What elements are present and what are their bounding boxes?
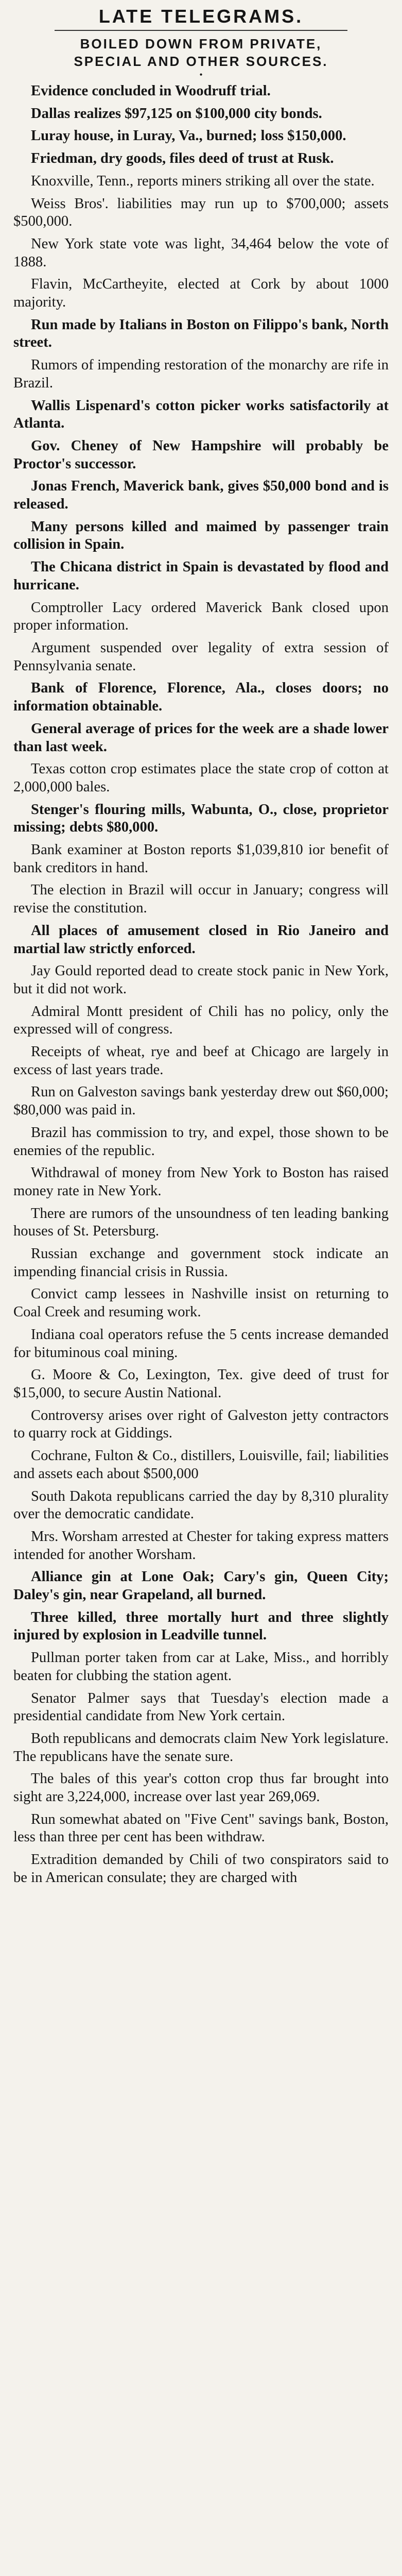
headline: LATE TELEGRAMS. xyxy=(98,6,304,27)
telegram-item: All places of amusement closed in Rio Janeiro and martial law strictly enforced. xyxy=(13,922,389,957)
telegram-list xyxy=(13,82,389,1887)
telegram-item: The election in Brazil will occur in January; congress will revise the constitution. xyxy=(13,882,389,917)
telegram-item: G. Moore & Co, Lexington, Tex. give deed of trust for $15,000, to secure Austin National. xyxy=(13,1367,389,1401)
telegram-item: Convict camp lessees in Nashville insist on returning to Coal Creek and resuming work. xyxy=(13,1286,389,1320)
telegram-item: Many persons killed and maimed by passenger train collision in Spain. xyxy=(13,518,389,553)
telegram-item: Three killed, three mortally hurt and three slightly injured by explosion in Leadville tunnel. xyxy=(13,1609,389,1643)
telegram-item: Flavin, McCartheyite, elected at Cork by about 1000 majority. xyxy=(13,276,389,311)
telegram-item: Jay Gould reported dead to create stock panic in New York, but it did not work. xyxy=(13,963,389,997)
telegram-item: Argument suspended over legality of extra session of Pennsylvania senate. xyxy=(13,639,389,674)
telegram-item: The bales of this year's cotton crop thus far brought into sight are 3,224,000, increase over last year 269,069. xyxy=(13,1771,389,1805)
telegram-item: There are rumors of the unsoundness of ten leading banking houses of St. Petersburg. xyxy=(13,1205,389,1240)
telegram-item: Luray house, in Luray, Va., burned; loss $150,000. xyxy=(31,128,346,144)
telegram-item: Run on Galveston savings bank yesterday drew out $60,000; $80,000 was paid in. xyxy=(13,1084,389,1118)
telegram-item: The Chicana district in Spain is devastated by flood and hurricane. xyxy=(13,559,389,593)
telegram-item: Weiss Bros'. liabilities may run up to $700,000; assets $500,000. xyxy=(13,195,389,230)
ornament-divider: • xyxy=(199,70,203,80)
telegram-item: Wallis Lispenard's cotton picker works satisfactorily at Atlanta. xyxy=(13,397,389,432)
telegram-item: Alliance gin at Lone Oak; Cary's gin, Queen City; Daley's gin, near Grapeland, all burned. xyxy=(13,1569,389,1603)
telegram-item: Gov. Cheney of New Hampshire will probably be Proctor's successor. xyxy=(13,437,389,472)
telegram-item: Run somewhat abated on "Five Cent" savings bank, Boston, less than three per cent has been withdraw. xyxy=(13,1811,389,1845)
telegram-item: New York state vote was light, 34,464 below the vote of 1888. xyxy=(13,235,389,270)
telegram-item: Texas cotton crop estimates place the state crop of cotton at 2,000,000 bales. xyxy=(13,761,389,795)
telegram-item: Evidence concluded in Woodruff trial. xyxy=(31,83,271,99)
telegram-item: Indiana coal operators refuse the 5 cents increase demanded for bituminous coal mining. xyxy=(13,1326,389,1361)
telegram-item: Jonas French, Maverick bank, gives $50,000 bond and is released. xyxy=(13,478,389,513)
telegram-item: Bank of Florence, Florence, Ala., closes doors; no information obtainable. xyxy=(13,680,389,715)
telegram-item: South Dakota republicans carried the day by 8,310 plurality over the democratic candidate. xyxy=(13,1488,389,1522)
telegram-item: Dallas realizes $97,125 on $100,000 city bonds. xyxy=(31,105,322,122)
telegram-item: Extradition demanded by Chili of two conspirators said to be in American consulate; they are charged with xyxy=(13,1852,389,1886)
subheadline-line-1: BOILED DOWN FROM PRIVATE, xyxy=(80,36,322,52)
telegram-item: Run made by Italians in Boston on Filippo's bank, North street. xyxy=(13,316,389,351)
telegram-item: Russian exchange and government stock indicate an impending financial crisis in Russia. xyxy=(13,1246,389,1280)
telegram-item: Brazil has commission to try, and expel, those shown to be enemies of the republic. xyxy=(13,1124,389,1159)
telegram-item: Rumors of impending restoration of the monarchy are rife in Brazil. xyxy=(13,357,389,391)
telegram-item: Friedman, dry goods, files deed of trust at Rusk. xyxy=(31,150,334,167)
telegram-item: Mrs. Worsham arrested at Chester for taking express matters intended for another Worsham. xyxy=(13,1528,389,1563)
telegram-item: Pullman porter taken from car at Lake, Miss., and horribly beaten for clubbing the station agent. xyxy=(13,1650,389,1684)
telegram-item: Admiral Montt president of Chili has no policy, only the expressed will of congress. xyxy=(13,1003,389,1038)
telegram-item: Withdrawal of money from New York to Boston has raised money rate in New York. xyxy=(13,1165,389,1199)
telegram-item: Stenger's flouring mills, Wabunta, O., close, proprietor missing; debts $80,000. xyxy=(13,801,389,836)
telegram-item: Senator Palmer says that Tuesday's election made a presidential candidate from New York certain. xyxy=(13,1690,389,1724)
headline-rule xyxy=(55,30,347,31)
subheadline-line-2: SPECIAL AND OTHER SOURCES. xyxy=(74,54,328,69)
telegram-item: Receipts of wheat, rye and beef at Chicago are largely in excess of last years trade. xyxy=(13,1044,389,1078)
telegram-item: Cochrane, Fulton & Co., distillers, Louisville, fail; liabilities and assets each about $500,000 xyxy=(13,1448,389,1482)
telegram-item: Controversy arises over right of Galveston jetty contractors to quarry rock at Giddings. xyxy=(13,1407,389,1442)
telegram-item: General average of prices for the week are a shade lower than last week. xyxy=(13,720,389,755)
telegram-item: Both republicans and democrats claim New York legislature. The republicans have the senate sure. xyxy=(13,1730,389,1765)
telegram-item: Bank examiner at Boston reports $1,039,810 ior benefit of bank creditors in hand. xyxy=(13,842,389,876)
telegram-item: Knoxville, Tenn., reports miners striking all over the state. xyxy=(31,173,375,189)
telegram-item: Comptroller Lacy ordered Maverick Bank closed upon proper information. xyxy=(13,599,389,634)
